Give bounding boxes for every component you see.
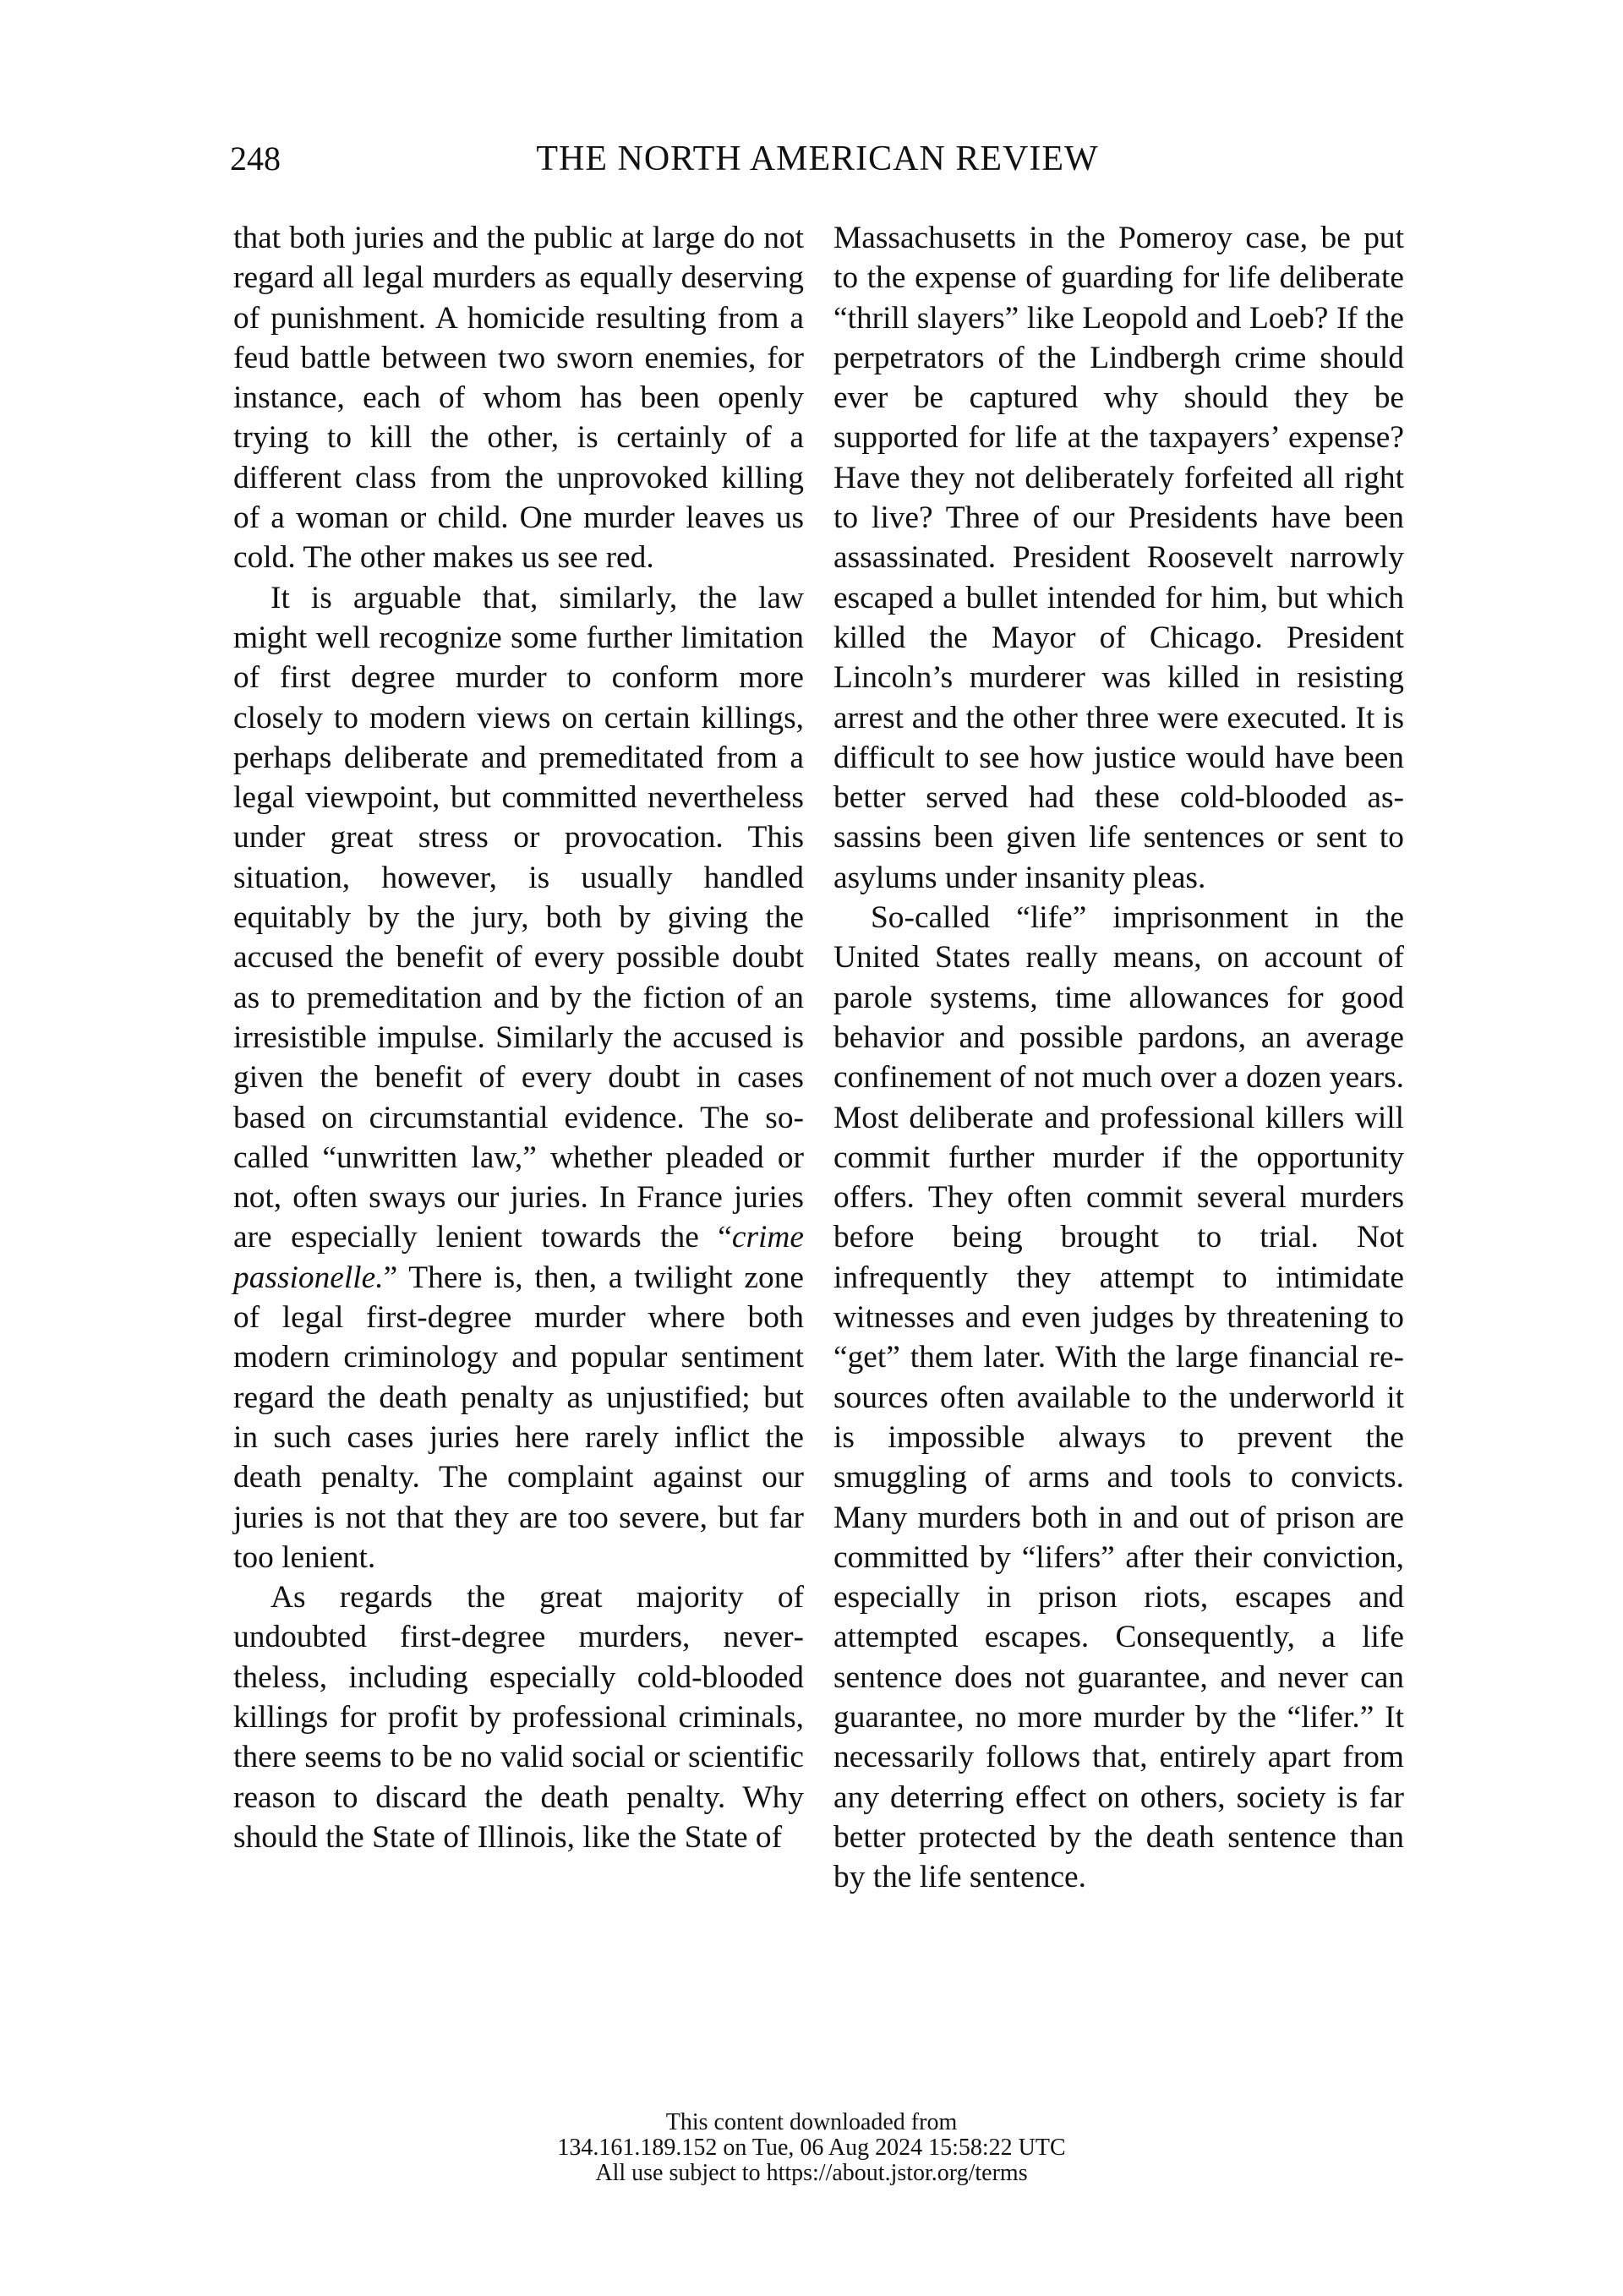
- left-paragraph-2-text: It is arguable that, similarly, the law might well recognize some further limitation of first degree murder to conform more closely to modern views on certain killings, perhaps deliberate and premeditated from a legal viewpoint, but committed nevertheless under great stress or provocation. This situation, however, is usually handled equitably by the jury, both by giving the accused the benefit of every possible doubt as to premeditation and by the fiction of an irresistible impulse. Similarly the accused is given the benefit of every doubt in cases based on circumstantial evidence. The so-called “unwritten law,” whether pleaded or not, often sways our juries. In France juries are especially lenient towards the “: [233, 580, 804, 1255]
- left-column: [233, 218, 804, 1857]
- download-notice: [0, 2110, 1623, 2186]
- left-paragraph-1: that both juries and the public at large do not regard all legal murders as equally deserving of punishment. A homicide resulting from a feud battle between two sworn enemies, for instance, each of whom has been openly trying to kill the other, is certainly of a different class from the unprovoked killing of a woman or child. One murder leaves us cold. The other makes us see red.: [233, 221, 804, 576]
- page-number: 248: [230, 139, 281, 178]
- page-header: [230, 135, 1405, 186]
- download-notice-line-2: 134.161.189.152 on Tue, 06 Aug 2024 15:58:22 UTC: [557, 2135, 1066, 2161]
- right-paragraph-1: Massachusetts in the Pomeroy case, be put to the expense of guarding for life deliberate “thrill slayers” like Leopold and Loeb? If the perpetrators of the Lindbergh crime should ever be captured why should they be supported for life at the taxpayers’ expense? Have they not deliberately forfeited all right to live? Three of our Presidents have been assassinated. President Roosevelt narrowly escaped a bullet intended for him, but which killed the Mayor of Chicago. President Lincoln’s murderer was killed in resisting arrest and the other three were executed. It is difficult to see how justice would have been better served had these cold-blooded assassins been given life sentences or sent to asylums under insanity pleas.: [833, 221, 1404, 895]
- left-paragraph-3: As regards the great majority of undoubted first-degree murders, nevertheless, including especially cold-blooded killings for profit by professional criminals, there seems to be no valid social or scientific reason to discard the death penalty. Why should the State of Illinois, like the State of: [233, 1580, 804, 1855]
- left-paragraph-2: [233, 578, 804, 1577]
- right-column: [833, 218, 1404, 1897]
- download-notice-line-3: All use subject to https://about.jstor.org/terms: [595, 2160, 1028, 2186]
- right-paragraph-2: So-called “life” imprisonment in the United States really means, on account of parole systems, time allowances for good behavior and possible pardons, an average confinement of not much over a dozen years. Most deliberate and professional killers will commit further murder if the opportunity offers. They often commit several murders before being brought to trial. Not infrequently they attempt to intimidate witnesses and even judges by threatening to “get” them later. With the large financial resources often available to the underworld it is impossible always to prevent the smuggling of arms and tools to convicts. Many murders both in and out of prison are committed by “lifers” after their conviction, especially in prison riots, escapes and attempted escapes. Consequently, a life sentence does not guarantee, and never can guarantee, no more murder by the “lifer.” It necessarily follows that, entirely apart from any deterring effect on others, society is far better protected by the death sentence than by the life sentence.: [833, 900, 1404, 1895]
- left-paragraph-2-end: ” There is, then, a twilight zone of legal first-degree murder where both modern criminology and popular sentiment regard the death penalty as unjustified; but in such cases juries here rarely inflict the death penalty. The complaint against our juries is not that they are too severe, but far too lenient.: [233, 1260, 804, 1575]
- download-notice-line-1: This content downloaded from: [665, 2109, 958, 2135]
- running-title: THE NORTH AMERICAN REVIEW: [536, 139, 1099, 178]
- italic-phrase: crime passionelle.: [233, 1220, 804, 1295]
